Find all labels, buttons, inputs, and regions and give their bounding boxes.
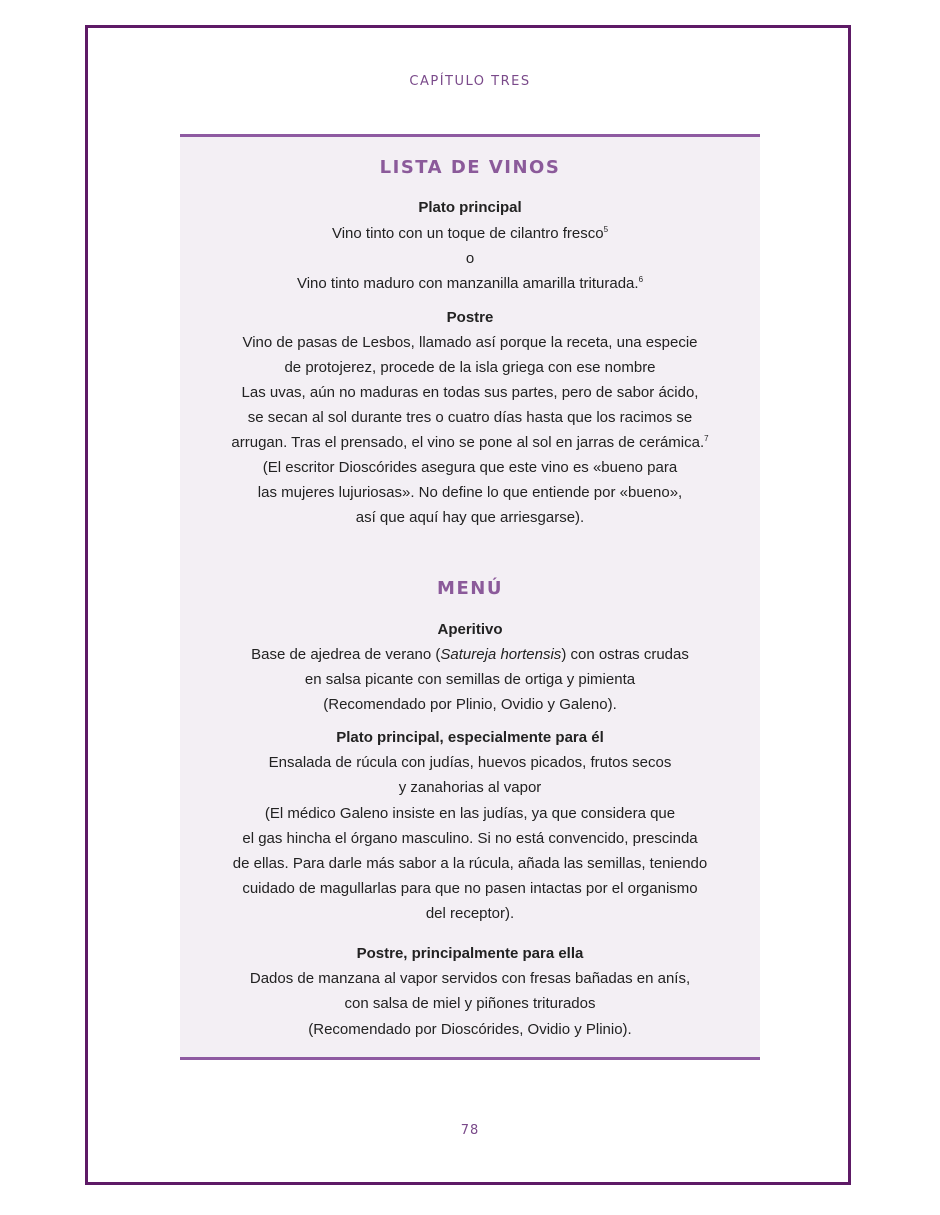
wine-dessert-line: así que aquí hay que arriesgarse). xyxy=(355,509,585,526)
wine-dessert-line: Vino de pasas de Lesbos, llamado así porque la receta, una especie xyxy=(242,334,698,351)
chapter-header: CAPÍTULO TRES xyxy=(409,74,531,89)
menu-main-line: el gas hincha el órgano masculino. Si no está convencido, prescinda xyxy=(242,830,698,847)
appetizer-heading: Aperitivo xyxy=(437,621,503,638)
menu-main-line: del receptor). xyxy=(425,905,515,922)
wine-dessert-line: (El escritor Dioscórides asegura que este vino es «bueno para xyxy=(262,459,678,476)
menu-main-line: cuidado de magullarlas para que no pasen intactas por el organismo xyxy=(242,880,698,897)
wine-dessert-line: las mujeres lujuriosas». No define lo que entiende por «bueno», xyxy=(257,484,683,501)
footnote-ref-6: 6 xyxy=(638,275,644,284)
menu-main-line: (El médico Galeno insiste en las judías, ya que considera que xyxy=(264,805,676,822)
menu-main-line: y zanahorias al vapor xyxy=(398,779,542,796)
wine-main-option-2 xyxy=(180,275,760,292)
menu-dessert-line: (Recomendado por Dioscórides, Ovidio y Plinio). xyxy=(308,1021,632,1038)
appetizer-line-1-post: ) con ostras crudas xyxy=(561,646,689,663)
wine-main-option-1 xyxy=(180,225,760,242)
appetizer-line: (Recomendado por Plinio, Ovidio y Galeno). xyxy=(323,696,617,713)
menu-panel xyxy=(180,134,760,1060)
menu-dessert-heading: Postre, principalmente para ella xyxy=(356,945,584,962)
footnote-ref-5: 5 xyxy=(603,225,609,234)
appetizer-line-1 xyxy=(180,646,760,663)
footnote-ref-7: 7 xyxy=(704,434,709,443)
wine-dessert-line: Las uvas, aún no maduras en todas sus partes, pero de sabor ácido, xyxy=(241,384,699,401)
menu-main-line: de ellas. Para darle más sabor a la rúcula, añada las semillas, teniendo xyxy=(232,855,708,872)
menu-main-line: Ensalada de rúcula con judías, huevos picados, frutos secos xyxy=(268,754,672,771)
appetizer-line-1-pre: Base de ajedrea de verano ( xyxy=(251,646,441,663)
wine-dessert-line-noted xyxy=(180,434,760,451)
wine-main-heading: Plato principal xyxy=(418,199,522,216)
appetizer-line: en salsa picante con semillas de ortiga y pimienta xyxy=(304,671,636,688)
wine-main-separator: o xyxy=(465,250,475,267)
wine-main-option-1-text: Vino tinto con un toque de cilantro fresco xyxy=(331,225,604,242)
wine-dessert-line-text: arrugan. Tras el prensado, el vino se pone al sol en jarras de cerámica. xyxy=(231,434,705,451)
menu-main-heading: Plato principal, especialmente para él xyxy=(336,729,604,746)
menu-dessert-line: con salsa de miel y piñones triturados xyxy=(344,995,596,1012)
wine-dessert-line: se secan al sol durante tres o cuatro días hasta que los racimos se xyxy=(247,409,693,426)
appetizer-latin-name: Satureja hortensis xyxy=(440,646,562,663)
wine-list-title: LISTA DE VINOS xyxy=(379,157,561,178)
page-number: 78 xyxy=(460,1123,480,1138)
wine-main-option-2-text: Vino tinto maduro con manzanilla amarilla triturada. xyxy=(296,275,639,292)
menu-title: MENÚ xyxy=(437,578,503,599)
wine-dessert-line: de protojerez, procede de la isla griega con ese nombre xyxy=(284,359,656,376)
menu-dessert-line: Dados de manzana al vapor servidos con fresas bañadas en anís, xyxy=(249,970,691,987)
wine-dessert-heading: Postre xyxy=(446,309,494,326)
